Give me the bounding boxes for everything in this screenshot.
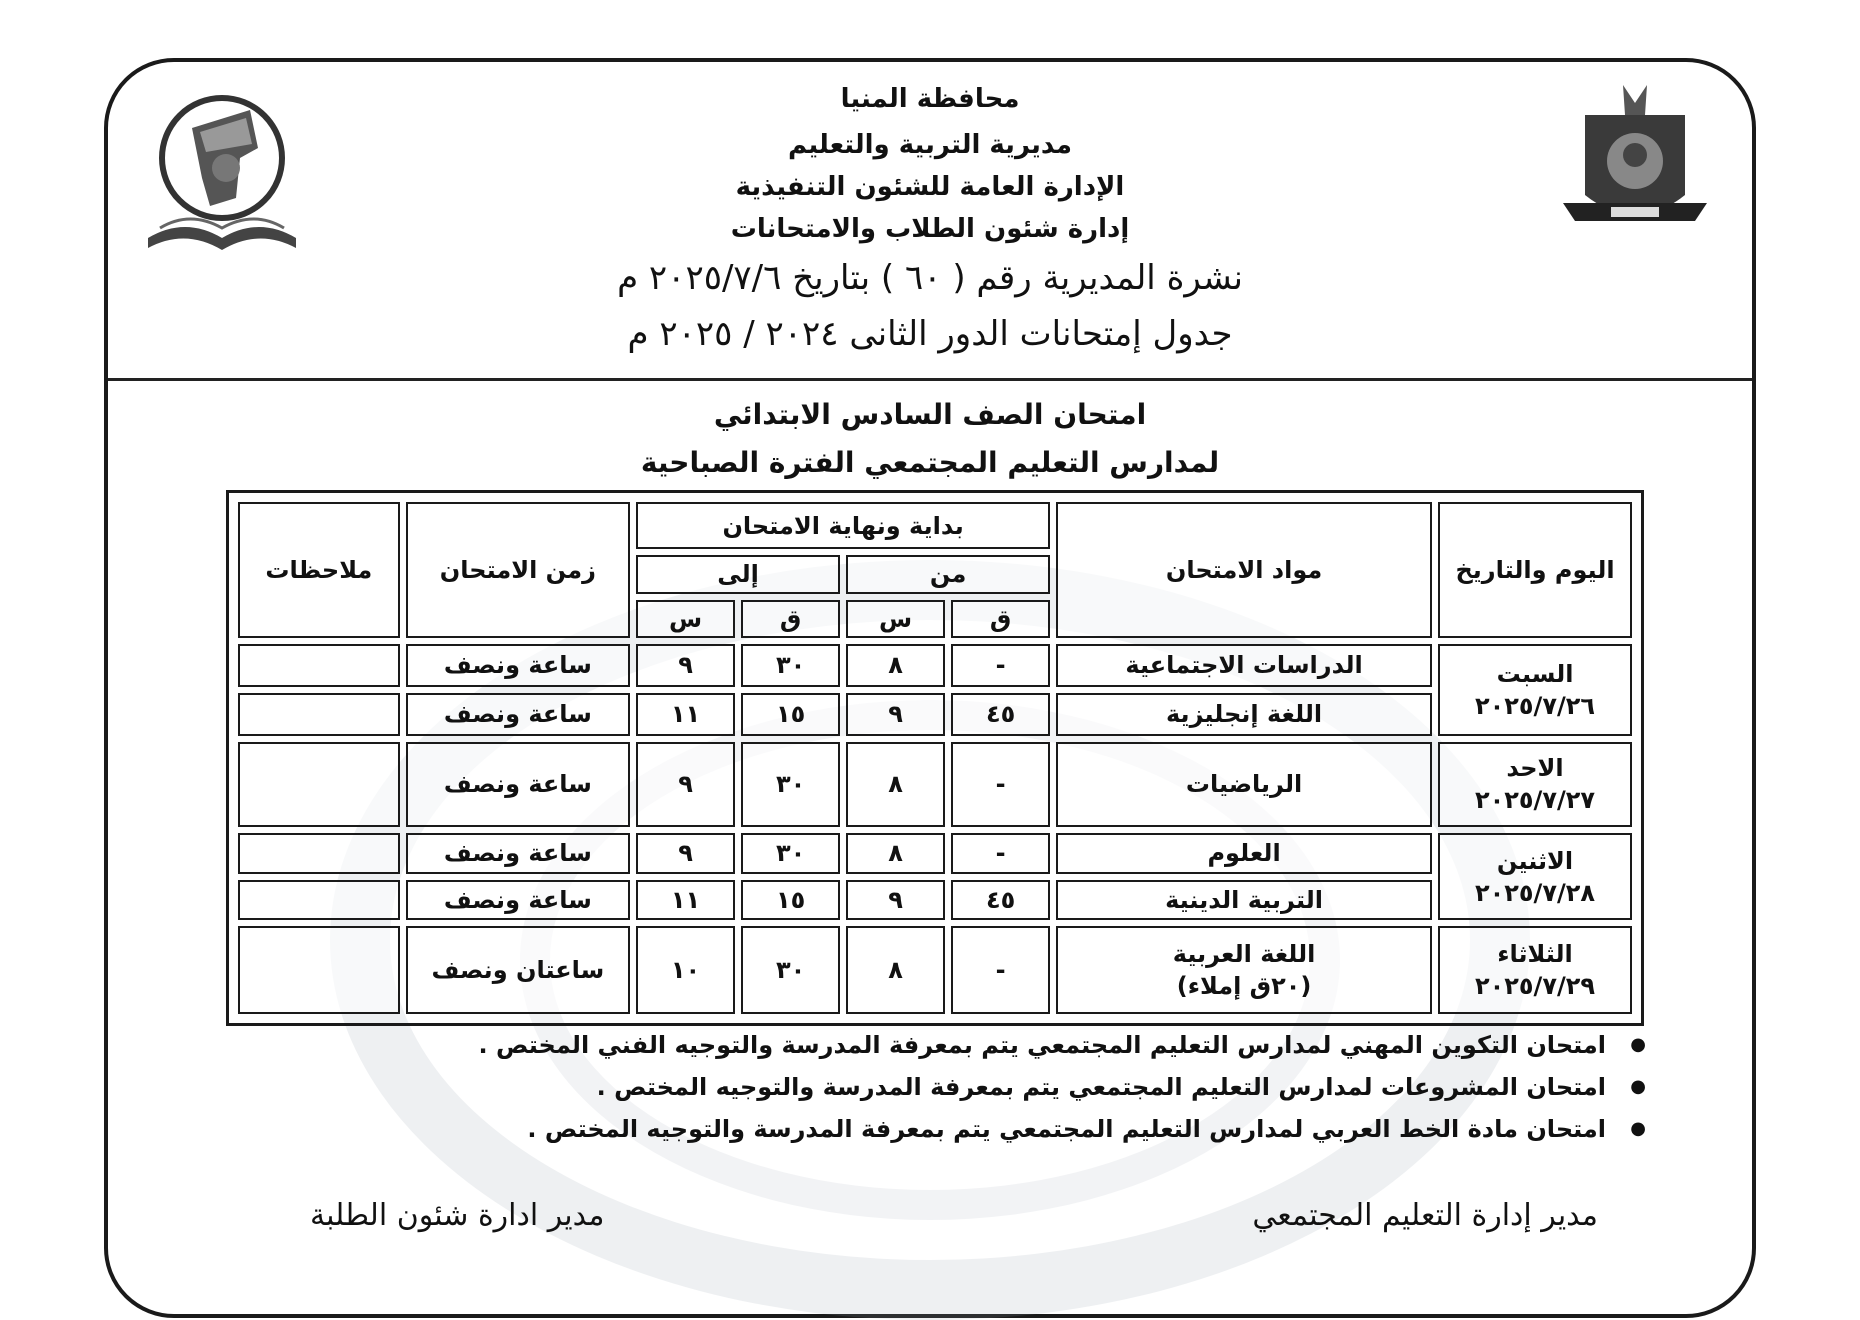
- table-row: [238, 833, 1632, 874]
- day-date-cell: [1438, 742, 1632, 828]
- from-minute-cell: ٤٥: [951, 880, 1050, 921]
- to-minute-cell: ١٥: [741, 693, 840, 736]
- notes-cell: [238, 880, 400, 921]
- governorate-name: محافظة المنيا: [840, 84, 1020, 114]
- from-hour-cell: ٨: [846, 926, 945, 1014]
- header-to: إلى: [636, 555, 840, 593]
- header-day-date: اليوم والتاريخ: [1438, 502, 1632, 638]
- note-item: ● امتحان التكوين المهني لمدارس التعليم المجتمعي يتم بمعرفة المدرسة والتوجيه الفني المختص .: [146, 1024, 1646, 1066]
- notes-cell: [238, 833, 400, 874]
- table-row: [238, 644, 1632, 687]
- exam-date: ٢٠٢٥/٧/٢٧: [1474, 786, 1596, 815]
- header-notes: ملاحظات: [238, 502, 400, 638]
- exam-title: امتحان الصف السادس الابتدائي: [713, 398, 1147, 431]
- exam-date: ٢٠٢٥/٧/٢٩: [1474, 972, 1596, 1001]
- to-hour-cell: ٩: [636, 742, 735, 828]
- table-row: [238, 880, 1632, 921]
- notes-cell: [238, 644, 400, 687]
- table-row: [238, 926, 1632, 1014]
- day-date-cell: [1438, 926, 1632, 1014]
- note-item: ● امتحان مادة الخط العربي لمدارس التعليم المجتمعي يتم بمعرفة المدرسة والتوجيه المختص .: [146, 1108, 1646, 1150]
- duration-cell: ساعة ونصف: [406, 644, 630, 687]
- duration-cell: ساعة ونصف: [406, 880, 630, 921]
- duration-cell: ساعة ونصف: [406, 742, 630, 828]
- signature-community-education-director: مدير إدارة التعليم المجتمعي: [1252, 1198, 1598, 1233]
- day-name: الاحد: [1506, 754, 1564, 783]
- to-hour-cell: ٩: [636, 644, 735, 687]
- to-minute-cell: ٣٠: [741, 644, 840, 687]
- general-administration-name: الإدارة العامة للشئون التنفيذية: [735, 172, 1125, 202]
- header-to-hour: س: [636, 600, 735, 638]
- from-minute-cell: ٤٥: [951, 693, 1050, 736]
- table-row: [238, 693, 1632, 736]
- notes-cell: [238, 926, 400, 1014]
- day-name: السبت: [1496, 659, 1574, 688]
- schedule-title: جدول إمتحانات الدور الثانى ٢٠٢٤ / ٢٠٢٥ م: [627, 314, 1233, 354]
- from-hour-cell: ٨: [846, 833, 945, 874]
- day-date-cell: [1438, 833, 1632, 920]
- from-hour-cell: ٨: [846, 644, 945, 687]
- department-name: إدارة شئون الطلاب والامتحانات: [730, 214, 1130, 244]
- duration-cell: ساعة ونصف: [406, 833, 630, 874]
- to-minute-cell: ٣٠: [741, 833, 840, 874]
- header-from: من: [846, 555, 1050, 593]
- day-name: الاثنين: [1496, 846, 1574, 875]
- subject-cell: العلوم: [1056, 833, 1432, 874]
- exam-schedule-table: [232, 496, 1638, 1020]
- from-hour-cell: ٩: [846, 880, 945, 921]
- subject-name: اللغة العربية: [1172, 940, 1316, 969]
- to-minute-cell: ٣٠: [741, 742, 840, 828]
- header-start-end: بداية ونهاية الامتحان: [636, 502, 1050, 549]
- notes-list: [146, 1024, 1646, 1150]
- header-divider: [108, 378, 1752, 381]
- directorate-name: مديرية التربية والتعليم: [787, 130, 1073, 160]
- subject-cell: [1056, 926, 1432, 1014]
- subject-cell: اللغة إنجليزية: [1056, 693, 1432, 736]
- note-item: ● امتحان المشروعات لمدارس التعليم المجتمعي يتم بمعرفة المدرسة والتوجيه المختص .: [146, 1066, 1646, 1108]
- to-hour-cell: ١١: [636, 693, 735, 736]
- signature-student-affairs-director: مدير ادارة شئون الطلبة: [310, 1198, 605, 1233]
- from-minute-cell: -: [951, 742, 1050, 828]
- from-hour-cell: ٨: [846, 742, 945, 828]
- duration-cell: ساعة ونصف: [406, 693, 630, 736]
- table-row: [238, 742, 1632, 828]
- from-minute-cell: -: [951, 926, 1050, 1014]
- subject-cell: الرياضيات: [1056, 742, 1432, 828]
- notes-cell: [238, 742, 400, 828]
- subject-note: (٢٠ق إملاء): [1176, 972, 1312, 1001]
- from-minute-cell: -: [951, 833, 1050, 874]
- bulletin-number: نشرة المديرية رقم ( ٦٠ ) بتاريخ ٢٠٢٥/٧/٦ م: [617, 258, 1243, 298]
- day-name: الثلاثاء: [1497, 940, 1573, 969]
- to-hour-cell: ٩: [636, 833, 735, 874]
- header-from-hour: س: [846, 600, 945, 638]
- to-hour-cell: ١١: [636, 880, 735, 921]
- header-duration: زمن الامتحان: [406, 502, 630, 638]
- from-minute-cell: -: [951, 644, 1050, 687]
- to-minute-cell: ٣٠: [741, 926, 840, 1014]
- subject-cell: الدراسات الاجتماعية: [1056, 644, 1432, 687]
- exam-subtitle: لمدارس التعليم المجتمعي الفترة الصباحية: [640, 446, 1220, 479]
- header-subjects: مواد الامتحان: [1056, 502, 1432, 638]
- from-hour-cell: ٩: [846, 693, 945, 736]
- header-to-minute: ق: [741, 600, 840, 638]
- exam-date: ٢٠٢٥/٧/٢٨: [1474, 878, 1596, 907]
- exam-date: ٢٠٢٥/٧/٢٦: [1474, 691, 1596, 720]
- day-date-cell: [1438, 644, 1632, 736]
- to-minute-cell: ١٥: [741, 880, 840, 921]
- subject-cell: التربية الدينية: [1056, 880, 1432, 921]
- notes-cell: [238, 693, 400, 736]
- duration-cell: ساعتان ونصف: [406, 926, 630, 1014]
- to-hour-cell: ١٠: [636, 926, 735, 1014]
- header-from-minute: ق: [951, 600, 1050, 638]
